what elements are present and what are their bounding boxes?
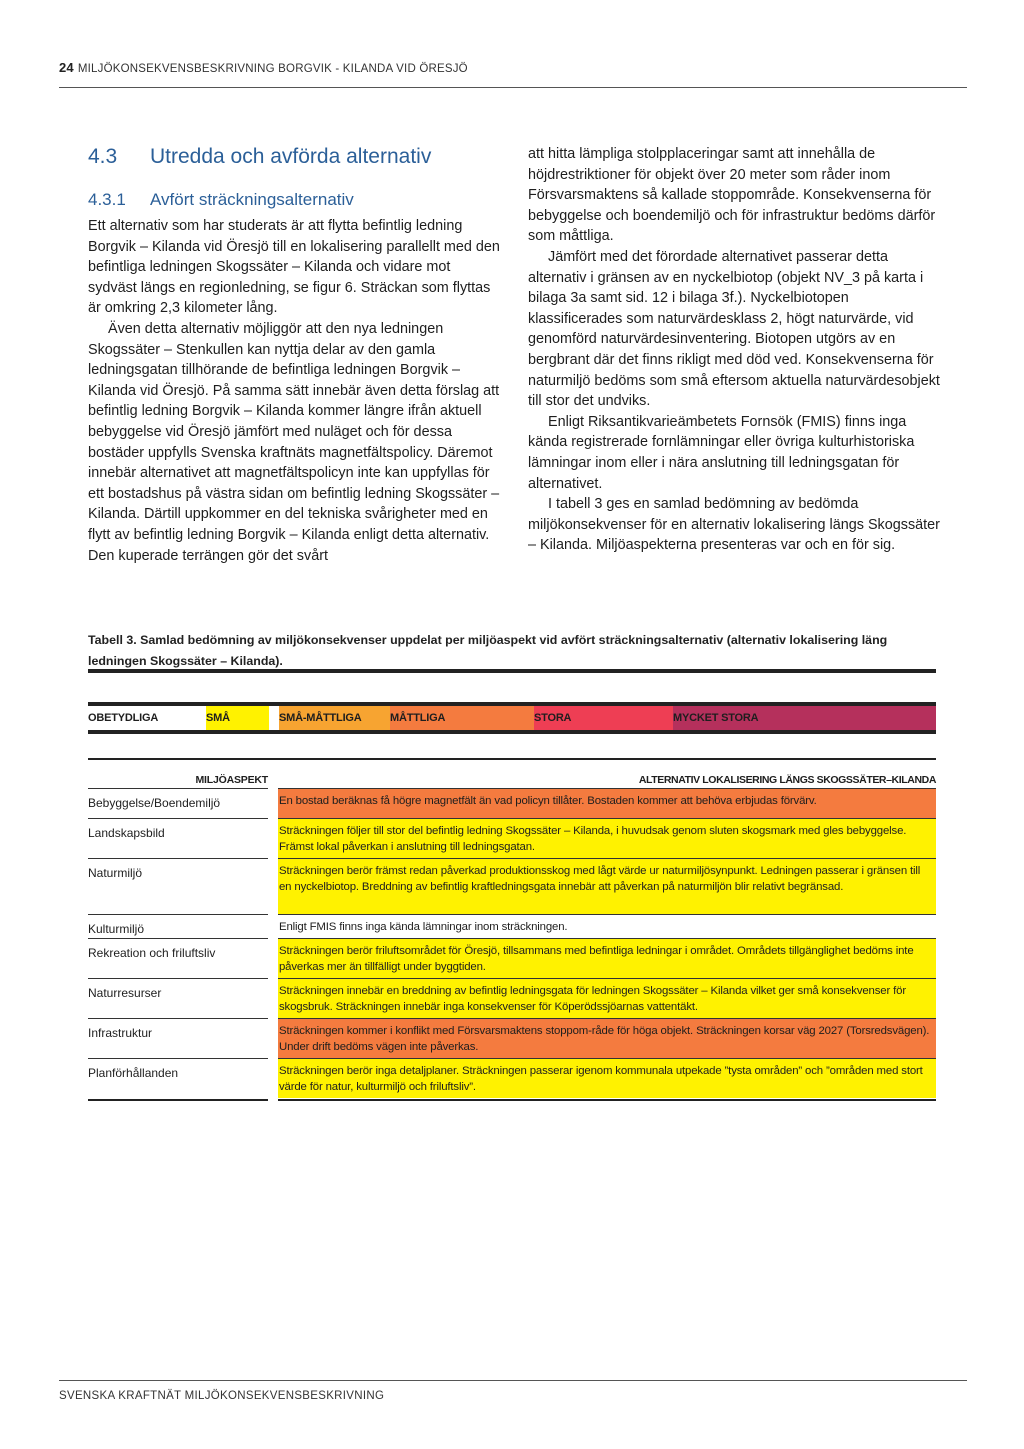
table-row bbox=[88, 938, 936, 978]
table-bottom-rule bbox=[88, 1099, 936, 1101]
header-rule bbox=[59, 87, 967, 88]
row-assessment: Sträckningen berör friluftsområdet för Öresjö, tillsammans med befintliga ledningar i området. Områdets tillgänglighet bedöms inte påverkas mer än tillfälligt under byggtiden. bbox=[278, 938, 936, 978]
row-aspect: Naturresurser bbox=[88, 978, 268, 1018]
subsection-title: Avfört sträckningsalternativ bbox=[150, 190, 354, 209]
col-header-alternative: ALTERNATIV LOKALISERING LÄNGS SKOGSSÄTER–KILANDA bbox=[638, 774, 936, 786]
row-aspect: Planförhållanden bbox=[88, 1058, 268, 1098]
row-assessment: Sträckningen innebär en breddning av befintlig ledningsgata för ledningen Skogssäter – Kilanda vilket ger små konsekvenser för skogsbruk. Sträckningen innebär inga konsekvenser för Köperödssjöarnas vattentäkt. bbox=[278, 978, 936, 1018]
left-column bbox=[88, 140, 500, 566]
scale-sma: SMÅ bbox=[206, 706, 269, 730]
scale-obetydliga: OBETYDLIGA bbox=[88, 706, 206, 730]
row-aspect: Infrastruktur bbox=[88, 1018, 268, 1058]
row-aspect: Kulturmiljö bbox=[88, 914, 268, 938]
row-assessment: Sträckningen berör främst redan påverkad produktionsskog med lågt värde ur naturmiljösynpunkt. Ledningen passerar i gränsen till en nyckelbiotop. Breddning av befintlig kraftledningsgata innebär att påverkan på naturmiljön blir relativt begränsad. bbox=[278, 858, 936, 914]
table-row bbox=[88, 978, 936, 1018]
row-assessment: En bostad beräknas få högre magnetfält än vad policyn tillåter. Bostaden kommer att behöva erbjudas förvärv. bbox=[278, 788, 936, 818]
row-assessment: Enligt FMIS finns inga kända lämningar inom sträckningen. bbox=[278, 914, 936, 938]
footer-rule bbox=[59, 1380, 967, 1381]
table-row bbox=[88, 858, 936, 914]
left-paragraph-2: Även detta alternativ möjliggör att den nya ledningen Skogssäter – Stenkullen kan nyttja delar av den gamla ledningsgatan tillhörande de befintliga ledningen Borgvik – Kilanda vid Öresjö. På samma sätt innebär även detta förslag att befintlig ledning Borgvik – Kilanda kommer längre ifrån aktuell bebyggelse vid Öresjö jämfört med nuläget och för dessa bostäder uppfylls Svenska kraftnäts magnetfältspolicy. Däremot innebär alternativet att magnetfältspolicyn inte kan uppfyllas för ett bostadshus på västra sidan om befintlig ledning Skogssäter – Kilanda. Därtill uppkommer en del tekniska svårigheter med en flytt av befintlig ledning Borgvik – Kilanda enligt detta alternativ. Den kuperade terrängen gör det svårt bbox=[88, 320, 500, 564]
right-column bbox=[528, 144, 940, 556]
section-number: 4.3 bbox=[88, 145, 118, 168]
scale-mattliga: MÅTTLIGA bbox=[390, 706, 534, 730]
assessment-table bbox=[88, 788, 936, 1098]
row-aspect: Rekreation och friluftsliv bbox=[88, 938, 268, 978]
table-row bbox=[88, 788, 936, 818]
page-footer: SVENSKA KRAFTNÄT MILJÖKONSEKVENSBESKRIVNING bbox=[59, 1390, 385, 1402]
row-assessment: Sträckningen kommer i konflikt med Försvarsmaktens stoppom-råde för höga objekt. Sträckningen korsar väg 2027 (Torsredsvägen). Under drift bedöms vägen inte påverkas. bbox=[278, 1018, 936, 1058]
right-paragraph-2: Jämfört med det förordade alternativet passerar detta alternativ i gränsen av en nyckelbiotop (objekt NV_3 på karta i bilaga 3a samt sid. 12 i bilaga 3f.). Nyckelbiotopen klassificerades som naturvärdesklass 2, högt naturvärde, vid genomförd naturvärdesinventering. Biotopen utgörs av en bergbrant där det finns rikligt med död ved. Konsekvenserna för naturmiljö bedöms som små eftersom aktuella naturvärdesobjekt till stor det undviks. bbox=[528, 248, 940, 410]
consequence-scale-legend bbox=[88, 702, 936, 734]
table-row bbox=[88, 1018, 936, 1058]
header-title: MILJÖKONSEKVENSBESKRIVNING BORGVIK - KILANDA VID ÖRESJÖ bbox=[77, 63, 468, 75]
table-caption: Tabell 3. Samlad bedömning av miljökonsekvenser uppdelat per miljöaspekt vid avfört sträckningsalternativ (alternativ lokalisering läng ledningen Skogssäter – Kilanda). bbox=[88, 633, 888, 668]
table-header bbox=[88, 758, 936, 790]
page-header bbox=[59, 60, 967, 75]
right-paragraph-1: att hitta lämpliga stolpplaceringar samt att innehålla de höjdrestriktioner för objekt över 20 meter som råder inom Försvarsmaktens så kallade stoppområde. Konsekvenserna för bebyggelse och boendemiljö och för infrastruktur bedöms därför som måttliga. bbox=[528, 146, 936, 245]
table-row bbox=[88, 818, 936, 858]
table-row bbox=[88, 1058, 936, 1098]
subsection-heading bbox=[88, 188, 500, 212]
scale-stora: STORA bbox=[534, 706, 673, 730]
section-heading bbox=[88, 140, 500, 174]
row-aspect: Naturmiljö bbox=[88, 858, 268, 914]
section-title: Utredda och avförda alternativ bbox=[150, 145, 432, 168]
scale-sma-mattliga: SMÅ-MÅTTLIGA bbox=[279, 706, 390, 730]
scale-gap bbox=[269, 706, 279, 730]
scale-mycket-stora: MYCKET STORA bbox=[673, 706, 936, 730]
col-header-aspect: MILJÖASPEKT bbox=[195, 774, 268, 786]
row-assessment: Sträckningen berör inga detaljplaner. Sträckningen passerar igenom kommunala utpekade ”tysta områden” och ”områden med stort värde för natur, kulturmiljö och friluftsliv”. bbox=[278, 1058, 936, 1098]
row-aspect: Bebyggelse/Boendemiljö bbox=[88, 788, 268, 818]
right-paragraph-4: I tabell 3 ges en samlad bedömning av bedömda miljökonsekvenser för en alternativ lokalisering längs Skogssäter – Kilanda. Miljöaspekterna presenteras var och en för sig. bbox=[528, 496, 940, 554]
left-paragraph-1: Ett alternativ som har studerats är att flytta befintlig ledning Borgvik – Kilanda vid Öresjö till en lokalisering parallellt med den befintliga ledningen Skogssäter – Kilanda och vidare mot sydväst längs en regionledning, se figur 6. Sträckan som flyttas är omkring 2,3 kilometer lång. bbox=[88, 218, 500, 317]
table-row bbox=[88, 914, 936, 938]
row-aspect: Landskapsbild bbox=[88, 818, 268, 858]
subsection-number: 4.3.1 bbox=[88, 190, 126, 209]
page-number: 24 bbox=[59, 60, 74, 75]
row-assessment: Sträckningen följer till stor del befintlig ledning Skogssäter – Kilanda, i huvudsak genom sluten skogsmark med gles bebyggelse. Främst lokal påverkan i anslutning till ledningsgatan. bbox=[278, 818, 936, 858]
caption-rule bbox=[88, 669, 936, 673]
right-paragraph-3: Enligt Riksantikvarieämbetets Fornsök (FMIS) finns inga kända registrerade fornlämningar eller övriga kulturhistoriska lämningar inom eller i nära anslutning till ledningsgatan för alternativet. bbox=[528, 413, 915, 492]
